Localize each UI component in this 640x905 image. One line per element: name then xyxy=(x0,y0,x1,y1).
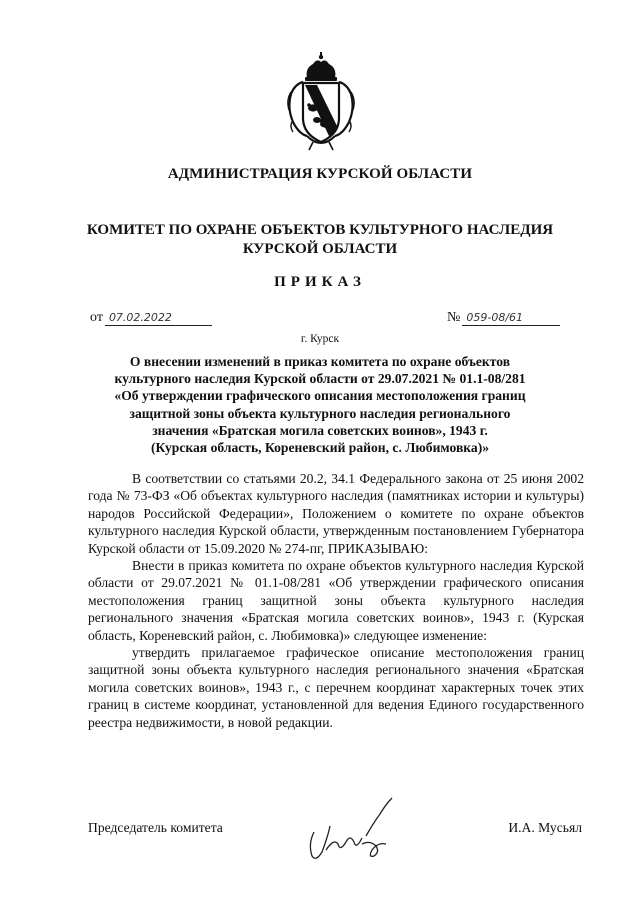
order-body xyxy=(88,470,584,731)
committee-title-line2: КУРСКОЙ ОБЛАСТИ xyxy=(242,241,398,257)
handwritten-date: 07.02.2022 xyxy=(105,311,212,326)
city-label: г. Курск xyxy=(300,333,340,345)
order-title-line3: «Об утверждении графического описания местоположения границ xyxy=(114,388,526,404)
signatory-name: И.А. Мусьял xyxy=(508,820,582,835)
order-title xyxy=(88,353,552,456)
signatory-position: Председатель комитета xyxy=(88,820,223,835)
order-title-line4: защитной зоны объекта культурного наследия регионального xyxy=(129,405,511,421)
body-paragraph-approve: утвердить прилагаемое графическое описание местоположения границ защитной зоны объекта культурного наследия регионального значения «Братская могила советских воинов», 1943 г., с перечнем координат характерных точек этих границ в системе координат, установленной для ведения Единого государственного реестра недвижимости, в новой редакции. xyxy=(88,645,584,730)
date-prefix: от xyxy=(90,310,103,325)
document-type-heading: ПРИКАЗ xyxy=(274,274,366,290)
administration-title: АДМИНИСТРАЦИЯ КУРСКОЙ ОБЛАСТИ xyxy=(167,166,473,182)
handwritten-number: 059-08/61 xyxy=(462,311,560,326)
date-field xyxy=(90,310,212,326)
body-paragraph-basis: В соответствии со статьями 20.2, 34.1 Федерального закона от 25 июня 2002 года № 73-ФЗ «Об объектах культурного наследия (памятниках истории и культуры) народов Российской Федерации», Положением о комитете по охране объектов культурного наследия Курской области, утвержденным постановлением Губернатора Курской области от 15.09.2020 № 274-пг, ПРИКАЗЫВАЮ: xyxy=(88,471,584,556)
committee-title xyxy=(60,221,580,259)
number-prefix: № xyxy=(447,310,461,325)
coat-of-arms-icon xyxy=(283,52,359,152)
body-paragraph-amend: Внести в приказ комитета по охране объектов культурного наследия Курской области от 29.07.2021 № 01.1-08/281 «Об утверждении графического описания местоположения границ защитной зоны объекта культурного наследия регионального значения «Братская могила советских воинов», 1943 г. (Курская область, Кореневский район, с. Любимовка)» следующее изменение: xyxy=(88,558,584,643)
handwritten-signature xyxy=(300,792,410,864)
order-title-line2: культурного наследия Курской области от 29.07.2021 № 01.1-08/281 xyxy=(114,371,526,387)
number-field xyxy=(447,310,560,326)
committee-title-line1: КОМИТЕТ ПО ОХРАНЕ ОБЪЕКТОВ КУЛЬТУРНОГО НАСЛЕДИЯ xyxy=(86,222,554,238)
order-title-line5: значения «Братская могила советских воинов», 1943 г. xyxy=(152,422,488,438)
order-title-line1: О внесении изменений в приказ комитета по охране объектов xyxy=(129,354,511,369)
order-title-line6: (Курская область, Кореневский район, с. Любимовка)» xyxy=(150,440,490,456)
